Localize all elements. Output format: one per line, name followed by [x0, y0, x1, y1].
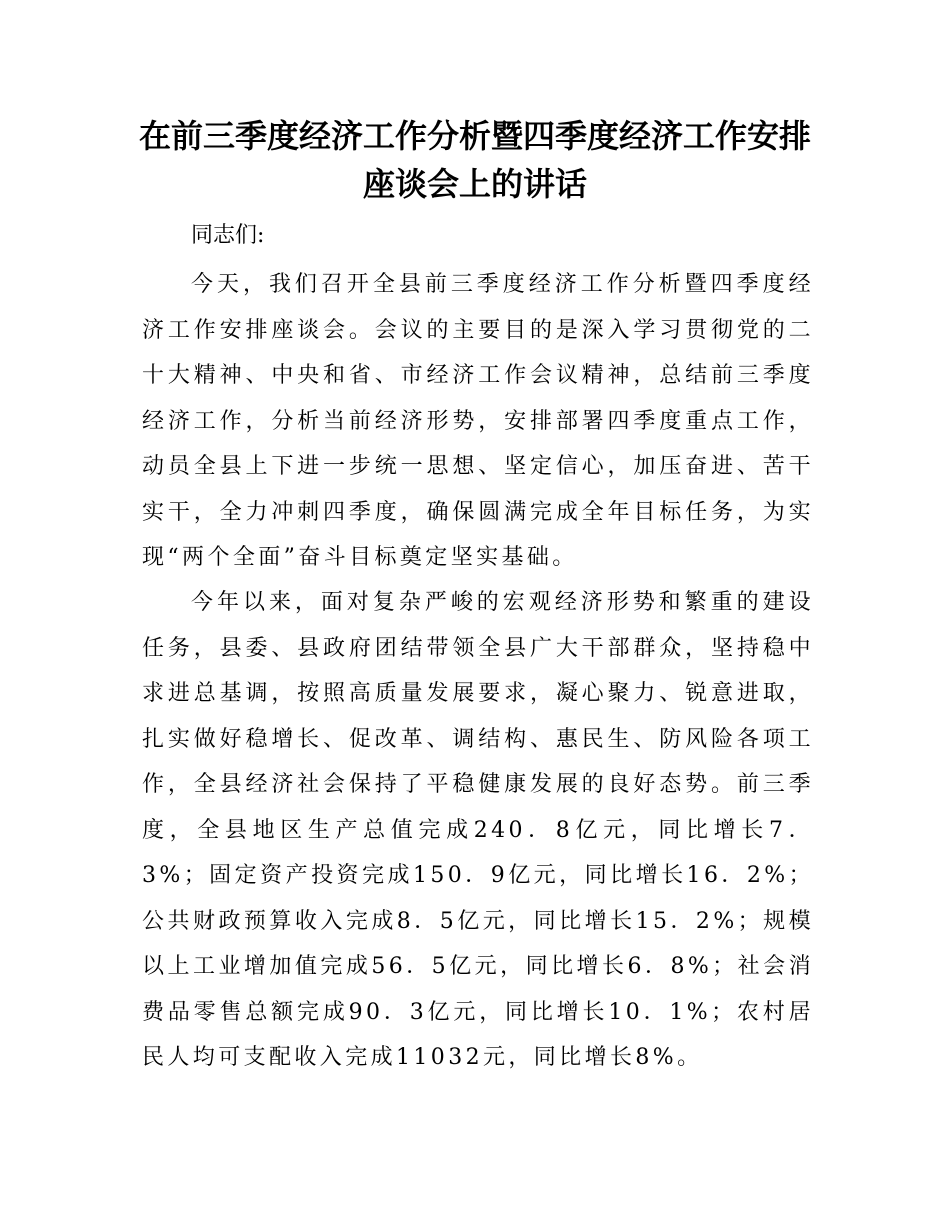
greeting: 同志们:: [191, 223, 265, 248]
document-title: 在前三季度经济工作分析暨四季度经济工作安排座谈会上的讲话: [138, 117, 811, 203]
paragraph-economic-review: 今年以来，面对复杂严峻的宏观经济形势和繁重的建设任务，县委、县政府团结带领全县广大干部群众，坚持稳中求进总基调，按照高质量发展要求，凝心聚力、锐意进取，扎实做好稳增长、促改革、调结构、惠民生、防风险各项工作，全县经济社会保持了平稳健康发展的良好态势。前三季度，全县地区生产总值完成240．8亿元，同比增长7．3%；固定资产投资完成150．9亿元，同比增长16．2%；公共财政预算收入完成8．5亿元，同比增长15．2%；规模以上工业增加值完成56．5亿元，同比增长6．8%；社会消费品零售总额完成90．3亿元，同比增长10．1%；农村居民人均可支配收入完成11032元，同比增长8%。: [142, 590, 814, 1070]
paragraph-opening: 今天，我们召开全县前三季度经济工作分析暨四季度经济工作安排座谈会。会议的主要目的是深入学习贯彻党的二十大精神、中央和省、市经济工作会议精神，总结前三季度经济工作，分析当前经济形势，安排部署四季度重点工作，动员全县上下进一步统一思想、坚定信心，加压奋进、苦干实干，全力冲刺四季度，确保圆满完成全年目标任务，为实现“两个全面”奋斗目标奠定坚实基础。: [142, 272, 814, 570]
